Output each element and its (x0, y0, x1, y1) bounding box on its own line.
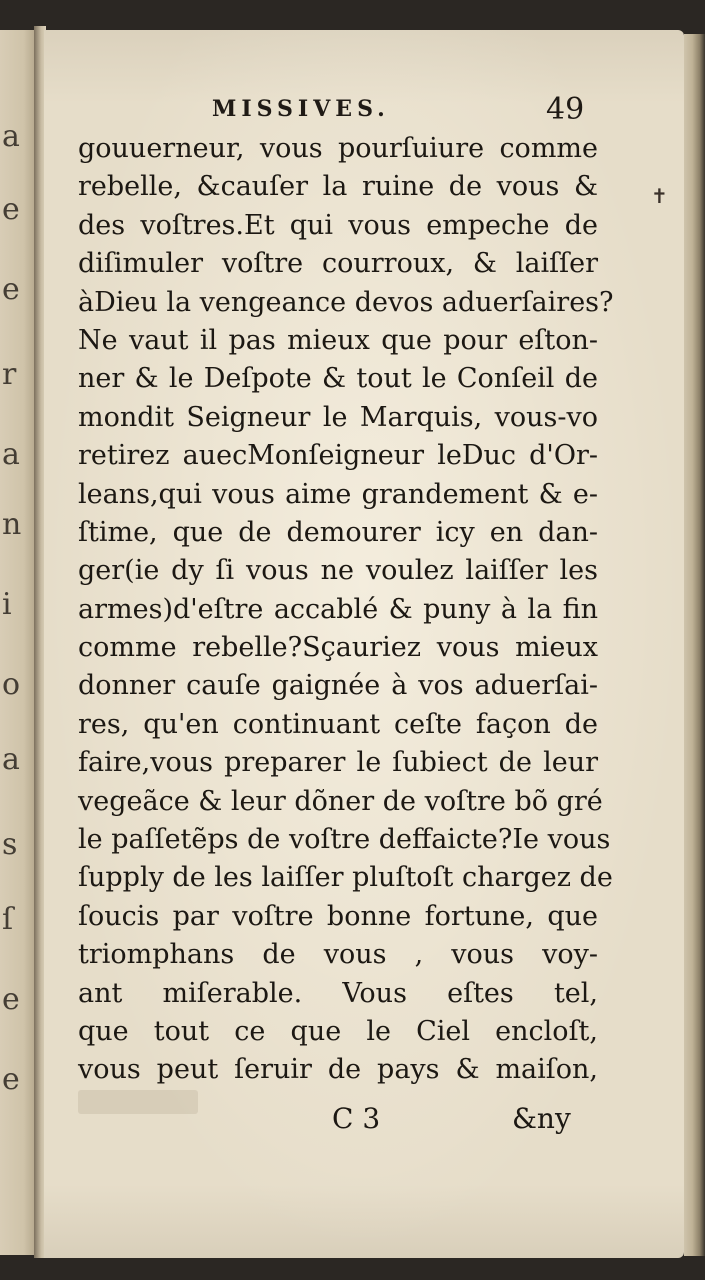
left-page-edge (0, 30, 36, 1255)
left-page-letter: e (2, 192, 20, 227)
left-page-letter: r (2, 357, 17, 392)
signature-mark: C 3 (332, 1102, 381, 1135)
text-line: faire,vous preparer le ſubiect de leur (78, 747, 598, 779)
running-head: MISSIVES. (212, 96, 390, 122)
text-line: àDieu la vengeance devos aduerſaires? (78, 286, 614, 318)
text-line: triomphans de vous , vous voy- (78, 939, 598, 971)
left-page-letter: ſ (2, 902, 14, 937)
left-page-letter: o (2, 667, 21, 702)
text-line: que tout ce que le Ciel encloſt, (78, 1015, 598, 1047)
text-line: ant miſerable. Vous eſtes tel, (78, 977, 598, 1009)
page-edge (684, 34, 705, 1256)
text-line: armes)d'eſtre accablé & puny à la fin (78, 593, 598, 625)
text-line: retirez auecMonſeigneur leDuc d'Or- (78, 440, 598, 472)
text-line: vous peut ſeruir de pays & maiſon, (78, 1054, 598, 1086)
text-line: ſtime, que de demourer icy en dan- (78, 516, 598, 548)
margin-mark-icon: ✝ (651, 184, 668, 208)
text-line: donner cauſe gaignée à vos aduerſai- (78, 670, 598, 702)
text-line: Ne vaut il pas mieux que pour eſton- (78, 324, 598, 356)
text-line: ſoucis par voſtre bonne fortune, que (78, 900, 598, 932)
text-line: vegeãce & leur dõner de voſtre bõ gré (78, 785, 603, 817)
left-page-letter: n (2, 507, 22, 542)
text-line: ner & le Deſpote & tout le Conſeil de (78, 363, 598, 395)
text-line: mondit Seigneur le Marquis, vous-vo (78, 401, 598, 433)
page-number: 49 (546, 92, 585, 127)
left-page-letter: e (2, 272, 20, 307)
left-page-letter: a (2, 742, 20, 777)
text-line: ger(ie dy ſi vous ne voulez laiſſer les (78, 555, 598, 587)
left-page-letter: i (2, 587, 12, 622)
text-line: leans,qui vous aime grandement & e- (78, 478, 598, 510)
text-line: le paſſetẽps de voſtre deffaicte?Ie vous (78, 824, 611, 856)
text-line: diſimuler voſtre courroux, & laiſſer (78, 248, 598, 280)
catchword: &ny (512, 1102, 571, 1135)
text-line: comme rebelle?Sçauriez vous mieux (78, 632, 598, 664)
left-page-letter: s (2, 827, 18, 862)
text-line: rebelle, &cauſer la ruine de vous & (78, 171, 598, 203)
body-text (78, 130, 614, 1090)
left-page-letter: e (2, 1062, 20, 1097)
text-line: des voſtres.Et qui vous empeche de (78, 209, 598, 241)
left-page-letter: e (2, 982, 20, 1017)
left-page-letter: a (2, 437, 20, 472)
text-line: ſupply de les laiſſer pluſtoſt chargez de (78, 862, 613, 894)
page-header (0, 92, 705, 132)
text-line: res, qu'en continuant ceſte façon de (78, 708, 598, 740)
text-line: gouuerneur, vous pourſuiure comme (78, 133, 598, 164)
page-footer (0, 1102, 705, 1142)
left-page-letter: a (2, 119, 20, 154)
